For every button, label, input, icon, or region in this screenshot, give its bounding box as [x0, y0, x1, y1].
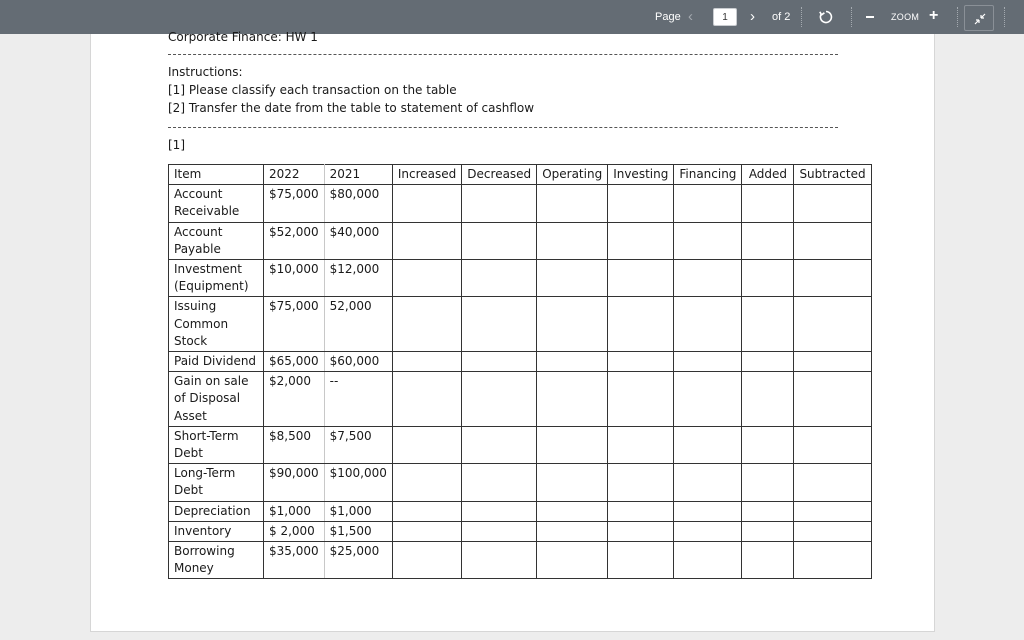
classification-cell	[742, 297, 794, 352]
classification-cell	[742, 260, 794, 297]
classification-cell	[742, 222, 794, 259]
classification-cell	[608, 521, 674, 541]
classification-cell	[742, 542, 794, 579]
classification-cell	[462, 501, 537, 521]
classification-cell	[392, 542, 461, 579]
header-cell: 2022	[264, 165, 325, 185]
classification-cell	[392, 260, 461, 297]
classification-cell	[674, 464, 742, 501]
item-cell: Depreciation	[169, 501, 264, 521]
value-2022-cell: $90,000	[264, 464, 325, 501]
value-2021-cell: --	[324, 372, 392, 427]
classification-cell	[742, 185, 794, 222]
classification-cell	[742, 352, 794, 372]
item-cell: Borrowing Money	[169, 542, 264, 579]
value-2021-cell: $1,500	[324, 521, 392, 541]
classification-cell	[462, 222, 537, 259]
header-cell: Increased	[392, 165, 461, 185]
value-2022-cell: $35,000	[264, 542, 325, 579]
value-2022-cell: $10,000	[264, 260, 325, 297]
classification-cell	[674, 222, 742, 259]
dashed-divider	[168, 54, 838, 55]
classification-cell	[608, 352, 674, 372]
chevron-left-icon[interactable]: ‹	[688, 8, 693, 25]
classification-cell	[462, 185, 537, 222]
classification-cell	[608, 501, 674, 521]
item-cell: Gain on sale of Disposal Asset	[169, 372, 264, 427]
section-label: [1]	[168, 138, 185, 152]
value-2021-cell: $1,000	[324, 501, 392, 521]
classification-cell	[794, 352, 871, 372]
classification-cell	[537, 352, 608, 372]
classification-cell	[608, 297, 674, 352]
value-2022-cell: $75,000	[264, 297, 325, 352]
page-number-input[interactable]	[713, 8, 737, 26]
classification-cell	[742, 501, 794, 521]
classification-cell	[537, 426, 608, 463]
classification-cell	[794, 222, 871, 259]
toolbar-divider	[957, 7, 958, 27]
item-cell: Account Payable	[169, 222, 264, 259]
header-cell: Investing	[608, 165, 674, 185]
item-cell: Issuing Common Stock	[169, 297, 264, 352]
classification-cell	[392, 426, 461, 463]
classification-cell	[794, 372, 871, 427]
zoom-label: ZOOM	[891, 12, 920, 22]
classification-cell	[794, 464, 871, 501]
classification-table	[168, 164, 872, 579]
classification-cell	[537, 222, 608, 259]
classification-cell	[462, 372, 537, 427]
classification-cell	[392, 501, 461, 521]
value-2021-cell: $100,000	[324, 464, 392, 501]
classification-cell	[794, 260, 871, 297]
value-2021-cell: $12,000	[324, 260, 392, 297]
classification-cell	[674, 260, 742, 297]
classification-cell	[537, 542, 608, 579]
dashed-divider	[168, 127, 838, 128]
value-2021-cell: $7,500	[324, 426, 392, 463]
item-cell: Investment (Equipment)	[169, 260, 264, 297]
item-cell: Account Receivable	[169, 185, 264, 222]
classification-cell	[608, 542, 674, 579]
classification-cell	[674, 542, 742, 579]
reset-icon[interactable]	[818, 9, 834, 25]
classification-cell	[392, 185, 461, 222]
table-row	[169, 501, 872, 521]
classification-cell	[674, 372, 742, 427]
classification-cell	[392, 297, 461, 352]
classification-cell	[742, 426, 794, 463]
classification-cell	[742, 521, 794, 541]
classification-cell	[537, 501, 608, 521]
classification-cell	[392, 352, 461, 372]
classification-cell	[608, 464, 674, 501]
table-row	[169, 372, 872, 427]
pdf-toolbar	[0, 0, 1024, 34]
classification-cell	[537, 521, 608, 541]
table-body	[169, 185, 872, 579]
classification-cell	[537, 260, 608, 297]
value-2021-cell: $40,000	[324, 222, 392, 259]
toolbar-divider	[801, 7, 802, 27]
classification-cell	[462, 426, 537, 463]
classification-cell	[392, 464, 461, 501]
toolbar-divider	[851, 7, 852, 27]
classification-cell	[462, 464, 537, 501]
classification-cell	[794, 185, 871, 222]
header-cell: Item	[169, 165, 264, 185]
classification-cell	[608, 372, 674, 427]
classification-cell	[537, 372, 608, 427]
classification-cell	[462, 542, 537, 579]
table-row	[169, 352, 872, 372]
classification-cell	[608, 185, 674, 222]
value-2022-cell: $75,000	[264, 185, 325, 222]
classification-cell	[674, 297, 742, 352]
classification-cell	[537, 185, 608, 222]
table-row	[169, 464, 872, 501]
classification-cell	[742, 464, 794, 501]
instruction-1: [1] Please classify each transaction on the table	[168, 83, 457, 97]
classification-cell	[794, 521, 871, 541]
document-heading: Corporate Finance: HW 1	[168, 30, 318, 44]
header-cell: Added	[742, 165, 794, 185]
table-row	[169, 426, 872, 463]
classification-cell	[608, 426, 674, 463]
zoom-out-icon[interactable]	[866, 16, 874, 18]
table-row	[169, 260, 872, 297]
value-2022-cell: $1,000	[264, 501, 325, 521]
item-cell: Long-Term Debt	[169, 464, 264, 501]
item-cell: Paid Dividend	[169, 352, 264, 372]
value-2021-cell: $80,000	[324, 185, 392, 222]
classification-cell	[674, 501, 742, 521]
fit-to-page-icon	[974, 13, 986, 25]
classification-cell	[392, 521, 461, 541]
instructions-title: Instructions:	[168, 65, 243, 79]
classification-cell	[742, 372, 794, 427]
classification-cell	[674, 426, 742, 463]
value-2022-cell: $52,000	[264, 222, 325, 259]
table-row	[169, 222, 872, 259]
classification-cell	[392, 222, 461, 259]
table-header-row	[169, 165, 872, 185]
toolbar-divider	[1004, 7, 1005, 27]
page-count-label: of 2	[772, 11, 791, 23]
value-2022-cell: $ 2,000	[264, 521, 325, 541]
header-cell: Subtracted	[794, 165, 871, 185]
classification-cell	[674, 352, 742, 372]
classification-cell	[462, 521, 537, 541]
classification-cell	[674, 521, 742, 541]
header-cell: Decreased	[462, 165, 537, 185]
zoom-in-icon[interactable]: +	[929, 7, 939, 24]
value-2021-cell: 52,000	[324, 297, 392, 352]
classification-cell	[608, 260, 674, 297]
page-label: Page	[655, 11, 681, 23]
classification-cell	[537, 464, 608, 501]
value-2022-cell: $65,000	[264, 352, 325, 372]
classification-cell	[794, 426, 871, 463]
classification-cell	[537, 297, 608, 352]
classification-cell	[608, 222, 674, 259]
header-cell: Financing	[674, 165, 742, 185]
table-row	[169, 185, 872, 222]
item-cell: Short-Term Debt	[169, 426, 264, 463]
instruction-2: [2] Transfer the date from the table to statement of cashflow	[168, 101, 535, 115]
classification-cell	[794, 542, 871, 579]
classification-cell	[462, 297, 537, 352]
classification-cell	[392, 372, 461, 427]
value-2021-cell: $25,000	[324, 542, 392, 579]
value-2021-cell: $60,000	[324, 352, 392, 372]
classification-cell	[462, 352, 537, 372]
fit-to-page-button[interactable]	[964, 5, 994, 31]
table-row	[169, 297, 872, 352]
classification-cell	[462, 260, 537, 297]
table-row	[169, 542, 872, 579]
classification-cell	[794, 501, 871, 521]
classification-cell	[794, 297, 871, 352]
header-cell: 2021	[324, 165, 392, 185]
chevron-right-icon[interactable]: ›	[750, 8, 755, 25]
value-2022-cell: $8,500	[264, 426, 325, 463]
value-2022-cell: $2,000	[264, 372, 325, 427]
item-cell: Inventory	[169, 521, 264, 541]
header-cell: Operating	[537, 165, 608, 185]
pdf-page	[90, 30, 935, 632]
table-row	[169, 521, 872, 541]
classification-cell	[674, 185, 742, 222]
